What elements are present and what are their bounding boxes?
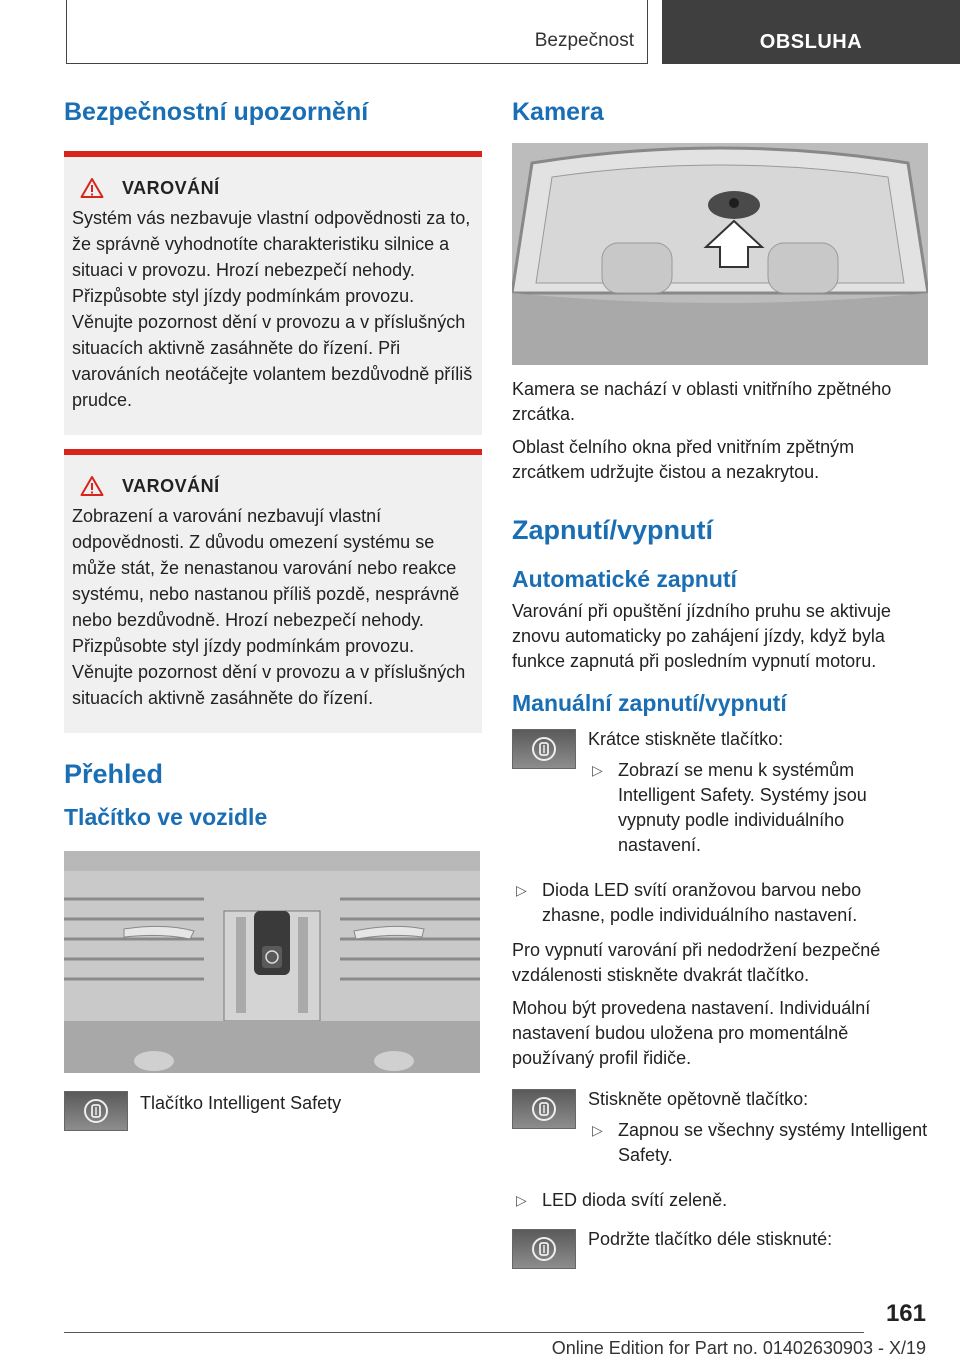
warning-title: VAROVÁNÍ [122,177,220,198]
press-again-text: Stiskněte opětovně tlačítko: [588,1089,809,1109]
intelligent-safety-button-icon [64,1091,128,1131]
press-twice-text: Pro vypnutí varování při nedodržení bezpečné vzdálenosti stiskněte dvakrát tlačítko. [512,940,881,985]
list-item: ▷ Zapnou se všechny systémy Intelligent Safety. [592,1120,928,1165]
list-item: ▷ Zobrazí se menu k systémům Intelligent Safety. Systémy jsou vypnuty podle individuálního nastavení. [592,760,867,855]
footer-divider [64,1332,864,1333]
warning-text: Zobrazení a varování nezbavují vlastní odpovědnosti. Z důvodu omezení systému se může stát, že nenastanou varování nebo reakce systému, nebo nastanou příliš pozdě, nesprávně nebo bezdůvodně. Hrozí nebezpečí nehody. Přizpůsobte styl jízdy podmínkám provozu. Věnujte pozornost dění v provozu a v příslušných situacích aktivně zasáhněte do řízení. [72,506,466,708]
intelligent-safety-button-icon [512,1229,576,1269]
vehicle-button-photo [64,851,480,1073]
left-column [64,98,482,1141]
automatic-on-text: Varování při opuštění jízdního pruhu se aktivuje znovu automaticky po zahájení jízdy, když byla funkce zapnutá při posledním vypnutí motoru. [512,601,891,671]
intelligent-safety-button-icon [512,729,576,769]
camera-clean-text: Oblast čelního okna před vnitřním zpětným zrcátkem udržujte čistou a nezakrytou. [512,437,855,482]
manual-on-off-heading: Manuální zapnutí/vypnutí [512,690,787,716]
page-number: 161 [885,1300,926,1327]
warning-title: VAROVÁNÍ [122,475,220,496]
header-section-title: Bezpečnost [534,30,634,51]
camera-photo [512,143,928,365]
warning-triangle-icon [80,177,104,199]
long-press-text: Podržte tlačítko déle stisknuté: [588,1229,833,1249]
automatic-on-heading: Automatické zapnutí [512,566,737,592]
right-column [512,98,928,1279]
press-again-row [512,1087,928,1178]
button-caption-row [64,1089,482,1131]
bullet-triangle-icon: ▷ [592,762,603,778]
warning-triangle-icon [80,475,104,497]
settings-text: Mohou být provedena nastavení. Individuální nastavení budou uložena pro momentálně používaný profil řidiče. [512,998,871,1068]
bullet-triangle-icon: ▷ [516,1192,527,1208]
overview-heading: Přehled [64,759,164,789]
list-item: ▷ Dioda LED svítí oranžovou barvou nebo zhasne, podle individuálního nastavení. [516,880,862,925]
list-item: ▷ LED dioda svítí zeleně. [512,1188,928,1213]
short-press-text: Krátce stiskněte tlačítko: [588,729,784,749]
button-in-vehicle-heading: Tlačítko ve vozidle [64,804,268,830]
long-press-row [512,1227,928,1269]
edition-note: Online Edition for Part no. 01402630903 - X/19 [551,1338,926,1358]
button-caption: Tlačítko Intelligent Safety [140,1093,342,1113]
camera-heading: Kamera [512,98,604,126]
on-off-heading: Zapnutí/vypnutí [512,515,713,545]
warning-box-2 [64,449,482,733]
intelligent-safety-button-icon [512,1089,576,1129]
short-press-row [512,727,928,868]
warning-text: Systém vás nezbavuje vlastní odpovědnosti za to, že správně vyhodnotíte charakteristiku silnice a situaci v provozu. Hrozí nebezpečí nehody. Přizpůsobte styl jízdy podmínkám provozu. Věnujte pozornost dění v provozu a v příslušných situacích aktivně zasáhněte do řízení. Při varováních neotáčejte volantem bezdůvodně příliš prudce. [72,208,473,410]
camera-location-text: Kamera se nachází v oblasti vnitřního zpětného zrcátka. [512,379,892,424]
safety-notes-heading: Bezpečnostní upozornění [64,98,369,126]
header-chapter-tab: OBSLUHA [662,0,960,64]
warning-box-1 [64,151,482,435]
bullet-triangle-icon: ▷ [592,1122,603,1138]
bullet-triangle-icon: ▷ [516,882,527,898]
